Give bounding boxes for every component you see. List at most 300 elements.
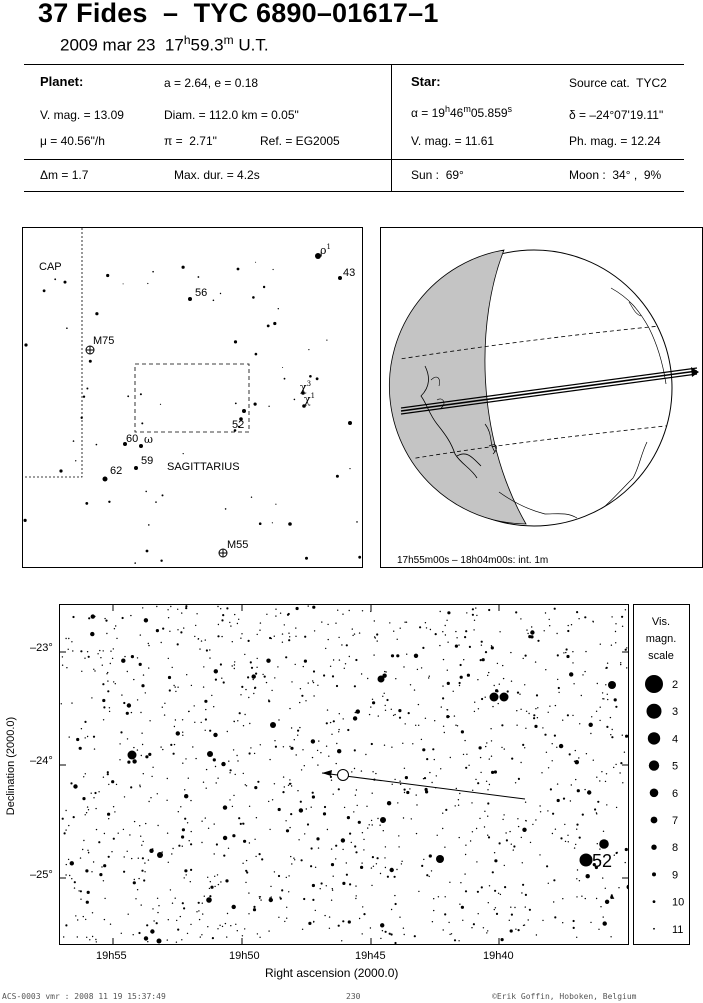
chart-star xyxy=(113,681,114,682)
chart-star xyxy=(369,824,370,825)
legend-magnitude-label: 7 xyxy=(672,815,679,827)
star-phmag: Ph. mag. = 12.24 xyxy=(569,134,661,148)
legend-magnitude-dot xyxy=(653,928,655,930)
y-tick: –25° xyxy=(30,869,53,881)
chart-star xyxy=(356,895,357,896)
chart-star xyxy=(275,746,277,748)
chart-star xyxy=(257,634,258,635)
chart-star xyxy=(88,809,89,810)
chart-star xyxy=(312,680,313,681)
chart-star xyxy=(160,746,161,747)
chart-star xyxy=(71,702,72,703)
chart-star xyxy=(127,761,130,764)
chart-star xyxy=(107,773,109,775)
chart-star xyxy=(235,924,236,925)
chart-star xyxy=(284,921,285,922)
chart-star xyxy=(506,839,508,841)
chart-star xyxy=(468,765,469,766)
chart-star xyxy=(597,683,598,684)
chart-star xyxy=(85,773,86,774)
chart-star xyxy=(238,817,240,819)
star-chart xyxy=(59,604,629,945)
chart-star xyxy=(185,605,187,607)
chart-star xyxy=(175,719,176,720)
chart-star xyxy=(398,709,401,712)
chart-star xyxy=(612,729,613,730)
chart-star xyxy=(525,906,526,907)
chart-star xyxy=(75,915,76,916)
chart-star xyxy=(312,884,315,887)
chart-star xyxy=(411,818,412,819)
chart-star xyxy=(606,804,607,805)
star-omega-label: ω xyxy=(144,433,153,446)
chart-star xyxy=(266,614,267,615)
chart-star xyxy=(450,757,451,758)
chart-star xyxy=(121,694,122,695)
chart-star xyxy=(354,633,355,634)
chart-star xyxy=(167,609,168,610)
chart-star xyxy=(537,707,538,708)
chart-star xyxy=(203,782,204,783)
chart-star xyxy=(530,635,533,638)
chart-star xyxy=(371,867,372,868)
chart-star xyxy=(188,778,189,779)
chart-star xyxy=(481,645,482,646)
chart-star xyxy=(268,930,269,931)
chart-star xyxy=(128,914,129,915)
x-tick: 19h50 xyxy=(229,950,260,962)
chart-star xyxy=(338,925,340,927)
finder-star xyxy=(86,388,88,390)
chart-star xyxy=(220,881,221,882)
chart-star xyxy=(338,637,339,638)
chart-star xyxy=(99,873,102,876)
chart-star xyxy=(255,673,257,675)
chart-star xyxy=(520,762,521,763)
chart-star xyxy=(396,654,399,657)
finder-star xyxy=(182,266,185,269)
chart-star xyxy=(308,922,311,925)
chart-star xyxy=(359,632,360,633)
chart-star xyxy=(592,621,593,622)
chart-star xyxy=(88,656,90,658)
chart-star xyxy=(352,635,353,636)
chart-star xyxy=(504,886,506,888)
chart-star xyxy=(236,755,237,756)
finder-star xyxy=(284,378,286,380)
chart-star xyxy=(262,674,263,675)
chart-star xyxy=(93,669,94,670)
chart-star xyxy=(148,667,149,668)
finder-star xyxy=(64,281,67,284)
chart-star xyxy=(484,826,485,827)
chart-star xyxy=(585,651,586,652)
finder-star xyxy=(225,508,227,510)
chart-star xyxy=(577,789,580,792)
chart-star xyxy=(511,681,512,682)
table-mid-rule xyxy=(24,159,684,160)
finder-star xyxy=(263,286,265,288)
chart-star xyxy=(406,654,407,655)
finder-star xyxy=(336,475,339,478)
chart-star xyxy=(461,730,464,733)
chart-star xyxy=(375,773,376,774)
chart-star xyxy=(157,898,158,899)
chart-star xyxy=(501,938,504,941)
chart-star xyxy=(209,657,210,658)
chart-star xyxy=(177,643,179,645)
max-duration: Max. dur. = 4.2s xyxy=(174,168,260,182)
chart-star xyxy=(330,666,331,667)
chart-star xyxy=(133,679,134,680)
chart-star xyxy=(246,860,247,861)
chart-star xyxy=(249,752,251,754)
chart-star xyxy=(260,622,261,623)
chart-star xyxy=(167,833,168,834)
chart-star xyxy=(344,668,345,669)
chart-star xyxy=(327,829,328,830)
chart-star xyxy=(393,631,394,632)
chart-star xyxy=(148,859,149,860)
chart-star xyxy=(103,777,104,778)
chart-star xyxy=(605,900,609,904)
chart-star xyxy=(288,785,289,786)
chart-star xyxy=(227,731,228,732)
finder-star xyxy=(96,444,98,446)
chart-star xyxy=(603,698,604,699)
chart-star xyxy=(442,631,443,632)
chart-star xyxy=(213,706,214,707)
chart-star xyxy=(266,682,267,683)
star-chi3-label: $\chi^3$ xyxy=(300,380,312,394)
chart-star xyxy=(108,818,109,819)
chart-star xyxy=(271,638,272,639)
finder-star xyxy=(81,417,83,419)
chart-star xyxy=(511,844,512,845)
chart-star xyxy=(498,893,499,894)
chart-star xyxy=(149,720,150,721)
chart-star xyxy=(246,785,247,786)
chart-star xyxy=(172,667,173,668)
chart-star xyxy=(597,801,599,803)
chart-star xyxy=(106,633,107,634)
finder-star xyxy=(242,409,246,413)
chart-star xyxy=(78,890,79,891)
chart-star xyxy=(394,895,395,896)
chart-star xyxy=(575,844,576,845)
chart-star xyxy=(275,615,276,616)
chart-star xyxy=(471,927,472,928)
chart-star xyxy=(308,682,309,683)
chart-star xyxy=(596,898,597,899)
legend-magnitude-label: 2 xyxy=(672,679,679,691)
finder-star xyxy=(349,468,350,469)
chart-star xyxy=(171,853,172,854)
star-source: Source cat. TYC2 xyxy=(569,76,667,90)
chart-star xyxy=(389,622,390,623)
chart-star xyxy=(288,613,290,615)
chart-star xyxy=(124,796,125,797)
chart-star xyxy=(416,794,417,795)
chart-star xyxy=(409,788,410,789)
chart-star xyxy=(103,880,104,881)
chart-star xyxy=(436,775,437,776)
chart-star xyxy=(180,631,182,633)
chart-star xyxy=(425,622,426,623)
chart-star xyxy=(343,718,344,719)
chart-star xyxy=(233,749,234,750)
chart-star xyxy=(139,663,142,666)
chart-star xyxy=(578,757,579,758)
chart-star xyxy=(328,639,329,640)
chart-star xyxy=(70,861,74,865)
finder-star xyxy=(106,274,109,277)
chart-star xyxy=(526,711,527,712)
legend-magnitude-dot xyxy=(652,872,656,876)
chart-star xyxy=(397,802,398,803)
chart-star xyxy=(141,684,144,687)
chart-star xyxy=(460,882,461,883)
finder-star xyxy=(66,327,68,329)
chart-star xyxy=(148,645,149,646)
chart-star xyxy=(624,752,625,753)
chart-star xyxy=(157,939,162,944)
chart-star xyxy=(501,724,503,726)
chart-star xyxy=(346,644,348,646)
chart-star xyxy=(288,875,289,876)
chart-star xyxy=(404,934,405,935)
chart-star xyxy=(116,638,117,639)
chart-star xyxy=(536,694,538,696)
chart-star xyxy=(138,858,139,859)
chart-star xyxy=(347,729,349,731)
chart-star xyxy=(601,771,602,772)
chart-star xyxy=(478,708,479,709)
chart-star xyxy=(142,744,143,745)
chart-star xyxy=(455,805,456,806)
chart-star xyxy=(63,936,64,937)
chart-star xyxy=(458,799,459,800)
chart-star xyxy=(501,747,502,748)
chart-star xyxy=(327,709,328,710)
chart-star xyxy=(510,929,513,932)
chart-star xyxy=(168,617,169,618)
chart-star xyxy=(321,882,323,884)
chart-star xyxy=(584,671,585,672)
chart-star xyxy=(610,734,611,735)
chart-star xyxy=(217,635,219,637)
chart-star xyxy=(622,782,623,783)
chart-star xyxy=(296,754,297,755)
chart-star xyxy=(477,891,479,893)
legend-magnitude-label: 9 xyxy=(672,869,679,882)
chart-star xyxy=(166,800,167,801)
chart-star xyxy=(567,835,568,836)
star-52-label: 52 xyxy=(232,419,245,431)
finder-star xyxy=(338,276,342,280)
chart-star xyxy=(556,633,557,634)
chart-star xyxy=(308,605,309,606)
chart-star xyxy=(91,871,92,872)
chart-star xyxy=(210,881,211,882)
chart-star xyxy=(437,835,438,836)
chart-star xyxy=(449,934,450,935)
chart-star xyxy=(495,907,496,908)
finder-star xyxy=(272,522,273,523)
chart-star xyxy=(300,801,302,803)
chart-star xyxy=(271,896,272,897)
chart-star xyxy=(571,624,572,625)
chart-star xyxy=(259,937,260,938)
chart-star xyxy=(182,735,183,736)
chart-star xyxy=(554,916,556,918)
chart-star xyxy=(482,658,485,661)
chart-star xyxy=(445,625,446,626)
chart-star xyxy=(509,920,510,921)
chart-star xyxy=(366,806,367,807)
chart-star xyxy=(256,817,257,818)
chart-star xyxy=(198,902,200,904)
finder-star xyxy=(152,271,154,273)
chart-star xyxy=(597,843,598,844)
chart-star xyxy=(123,829,124,830)
finder-star xyxy=(24,519,27,522)
y-tick: –24° xyxy=(30,755,53,767)
finder-star xyxy=(252,296,255,299)
chart-star xyxy=(584,616,586,618)
chart-star xyxy=(491,646,494,649)
chart-star xyxy=(93,736,95,738)
chart-star xyxy=(429,772,430,773)
chart-star xyxy=(157,852,163,858)
chart-star xyxy=(602,692,603,693)
chart-star xyxy=(188,711,189,712)
chart-star xyxy=(110,924,111,925)
chart-star xyxy=(365,754,366,755)
chart-star xyxy=(148,801,149,802)
chart-star xyxy=(329,928,330,929)
chart-star xyxy=(121,933,122,934)
chart-star xyxy=(391,909,392,910)
chart-star xyxy=(297,730,299,732)
chart-star xyxy=(87,806,88,807)
chart-star xyxy=(372,824,373,825)
chart-star xyxy=(346,862,347,863)
chart-star xyxy=(342,882,345,885)
chart-star xyxy=(221,636,222,637)
chart-star xyxy=(472,831,473,832)
chart-star xyxy=(590,922,591,923)
chart-star xyxy=(133,881,136,884)
chart-star xyxy=(141,733,142,734)
chart-star xyxy=(536,934,537,935)
chart-star xyxy=(207,751,213,757)
chart-star xyxy=(326,885,327,886)
chart-star xyxy=(237,623,238,624)
chart-star xyxy=(201,934,202,935)
chart-star xyxy=(378,715,379,716)
chart-star xyxy=(335,858,336,859)
chart-star xyxy=(625,649,627,651)
chart-star xyxy=(596,777,597,778)
page-title: 37 Fides – TYC 6890–01617–1 xyxy=(38,0,439,28)
finder-star xyxy=(198,276,200,278)
chart-star xyxy=(301,859,303,861)
finder-star xyxy=(356,521,358,523)
chart-star xyxy=(362,832,363,833)
chart-star xyxy=(72,616,74,618)
chart-star xyxy=(537,640,539,642)
chart-star xyxy=(355,659,357,661)
chart-star xyxy=(539,854,540,855)
chart-star xyxy=(109,711,110,712)
chart-star xyxy=(227,913,228,914)
chart-star xyxy=(581,695,582,696)
chart-star xyxy=(98,791,99,792)
chart-star xyxy=(318,740,319,741)
chart-star xyxy=(467,674,470,677)
chart-star xyxy=(96,941,97,942)
chart-star xyxy=(232,834,235,837)
chart-star xyxy=(86,901,89,904)
chart-star xyxy=(214,823,215,824)
chart-star xyxy=(200,936,201,937)
chart-star xyxy=(517,692,519,694)
chart-star xyxy=(245,882,246,883)
chart-star xyxy=(404,622,405,623)
finder-star xyxy=(103,477,108,482)
chart-star xyxy=(416,804,417,805)
finder-star xyxy=(273,269,274,270)
chart-star xyxy=(79,747,82,750)
chart-star xyxy=(289,827,290,828)
chart-star xyxy=(240,694,241,695)
legend-magnitude-dot xyxy=(645,675,663,693)
chart-star xyxy=(518,826,519,827)
chart-star xyxy=(123,702,125,704)
chart-star xyxy=(71,641,72,642)
chart-star xyxy=(254,753,255,754)
chart-star xyxy=(399,781,400,782)
chart-star xyxy=(518,778,520,780)
chart-star xyxy=(562,720,563,721)
chart-star xyxy=(326,722,328,724)
chart-star xyxy=(494,909,495,910)
chart-star xyxy=(269,759,270,760)
chart-star xyxy=(235,774,236,775)
chart-star xyxy=(504,865,505,866)
chart-star xyxy=(144,618,148,622)
chart-star xyxy=(101,866,102,867)
chart-star xyxy=(182,763,183,764)
chart-star xyxy=(372,771,373,772)
chart-star xyxy=(131,858,132,859)
chart-star xyxy=(271,690,272,691)
chart-star xyxy=(282,633,283,634)
chart-star xyxy=(519,694,520,695)
chart-star xyxy=(459,793,460,794)
chart-star xyxy=(372,856,374,858)
chart-star xyxy=(229,622,230,623)
chart-star xyxy=(122,617,124,619)
chart-star xyxy=(532,824,533,825)
chart-star xyxy=(284,786,285,787)
chart-star xyxy=(138,932,140,934)
chart-star xyxy=(392,784,393,785)
chart-star xyxy=(318,847,319,848)
chart-star xyxy=(567,630,569,632)
finder-star xyxy=(188,297,192,301)
